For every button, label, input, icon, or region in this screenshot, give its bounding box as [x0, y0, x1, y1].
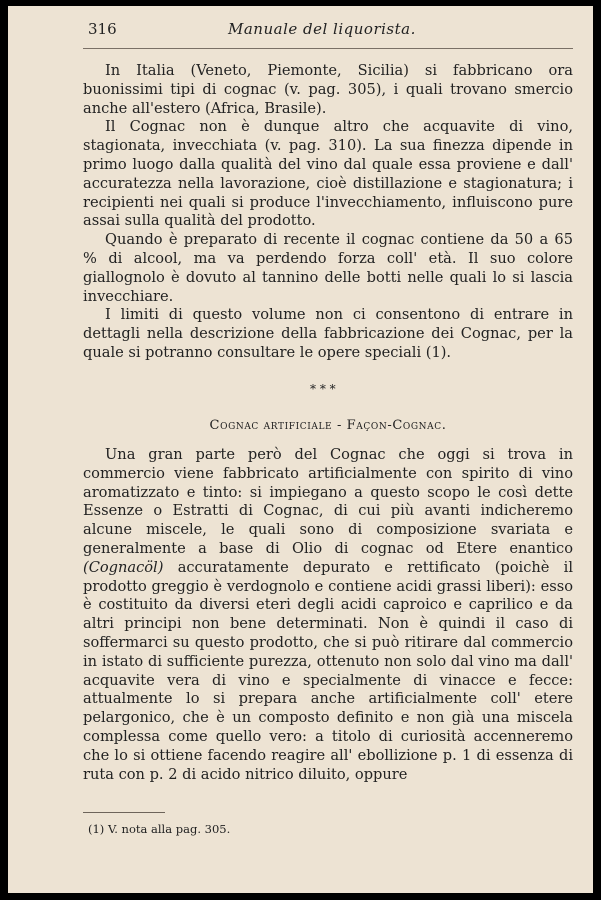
paragraph-text: Una gran parte però del Cognac che oggi si trova in commercio viene fabbricato artificialmente con spirito di vino aromatizzato e tinto: si impiegano a questo scopo le così dette Essenze o Estratti di Cognac, di cui più avanti indicheremo alcune miscele, le quali sono di composizione svariata e generalmente a base di Olio di cognac od Etere enantico [83, 446, 573, 557]
section-separator: * * * [310, 382, 336, 396]
paragraph: Quando è preparato di recente il cognac contiene da 50 a 65 % di alcool, ma va perdendo forza coll' età. Il suo colore giallognolo è dovuto al tannino delle botti nelle quali lo si lascia invecchiare. [83, 231, 573, 305]
paragraph [83, 446, 573, 784]
book-page [8, 6, 593, 893]
paragraph: I limiti di questo volume non ci consentono di entrare in dettagli nella descrizione della fabbricazione dei Cognac, per la quale si potranno consultare le opere speciali (1). [83, 306, 573, 361]
header-rule [83, 48, 573, 49]
running-title: Manuale del liquorista. [228, 20, 416, 38]
paragraph: Il Cognac non è dunque altro che acquavite di vino, stagionata, invecchiata (v. pag. 310). La sua finezza dipende in primo luogo dalla qualità del vino dal quale essa proviene e dall' accuratezza nella lavorazione, cioè distillazione e stagionatura; i recipienti nei quali si produce l'invecchiamento, influiscono pure assai sulla qualità del prodotto. [83, 118, 573, 230]
italic-term: (Cognacöl) [83, 558, 164, 576]
paragraph-text: accuratamente depurato e rettificato (poichè il prodotto greggio è verdognolo e contiene acidi grassi liberi): esso è costituito da diversi eteri degli acidi caproico e caprilico e da altri principi non bene determinati. Non è quindi il caso di soffermarci su questo prodotto, che si può ritirare dal commercio in istato di sufficiente purezza, ottenuto non solo dal vino ma dall' acquavite vera di vino e specialmente di vinacce e fecce: attualmente lo si prepara anche artificialmente coll' etere pelargonico, che è un composto definito e non già una miscela complessa come quello vero: a titolo di curiosità accenneremo che lo si ottiene facendo reagire all' ebollizione p. 1 di essenza di ruta con p. 2 di acido nitrico diluito, oppure [83, 558, 574, 783]
footnote: (1) V. nota alla pag. 305. [88, 822, 231, 836]
paragraph: In Italia (Veneto, Piemonte, Sicilia) si fabbricano ora buonissimi tipi di cognac (v. pag. 305), i quali trovano smercio anche all'estero (Africa, Brasile). [83, 62, 573, 117]
footnote-rule [83, 812, 165, 813]
page-number: 316 [88, 20, 117, 38]
page-header [88, 20, 568, 46]
section-cognac-artificiale [83, 446, 573, 784]
section-title: Cognac artificiale - Façon-Cognac. [209, 418, 447, 433]
section-intro [83, 62, 573, 363]
